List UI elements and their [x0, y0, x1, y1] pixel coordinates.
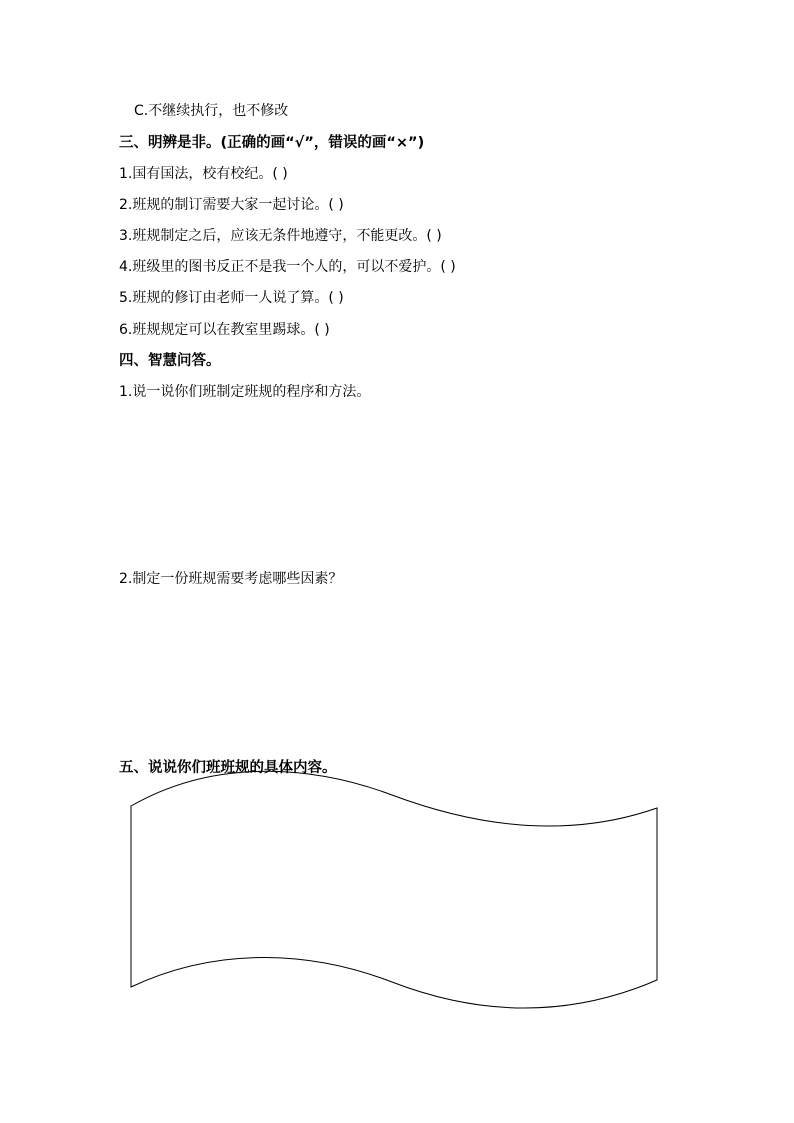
section-5-title: 五、说说你们班班规的具体内容。 — [119, 760, 337, 776]
section-3-item-6: 6.班规规定可以在教室里踢球。( ) — [119, 322, 330, 338]
section-3-item-3: 3.班规制定之后，应该无条件地遵守，不能更改。( ) — [119, 228, 442, 244]
section-3-item-4: 4.班级里的图书反正不是我一个人的，可以不爱护。( ) — [119, 259, 456, 275]
section-3-item-5: 5.班规的修订由老师一人说了算。( ) — [119, 290, 344, 306]
section-3-title: 三、明辨是非。(正确的画“√”，错误的画“×”) — [119, 135, 425, 151]
section-4-question-1: 1.说一说你们班制定班规的程序和方法。 — [119, 384, 371, 400]
section-3-item-2: 2.班规的制订需要大家一起讨论。( ) — [119, 197, 344, 213]
option-c: C.不继续执行，也不修改 — [134, 103, 289, 119]
section-4-title: 四、智慧问答。 — [119, 353, 221, 369]
section-4-question-2: 2.制定一份班规需要考虑哪些因素？ — [119, 571, 343, 587]
section-3-item-1: 1.国有国法，校有校纪。( ) — [119, 166, 288, 182]
